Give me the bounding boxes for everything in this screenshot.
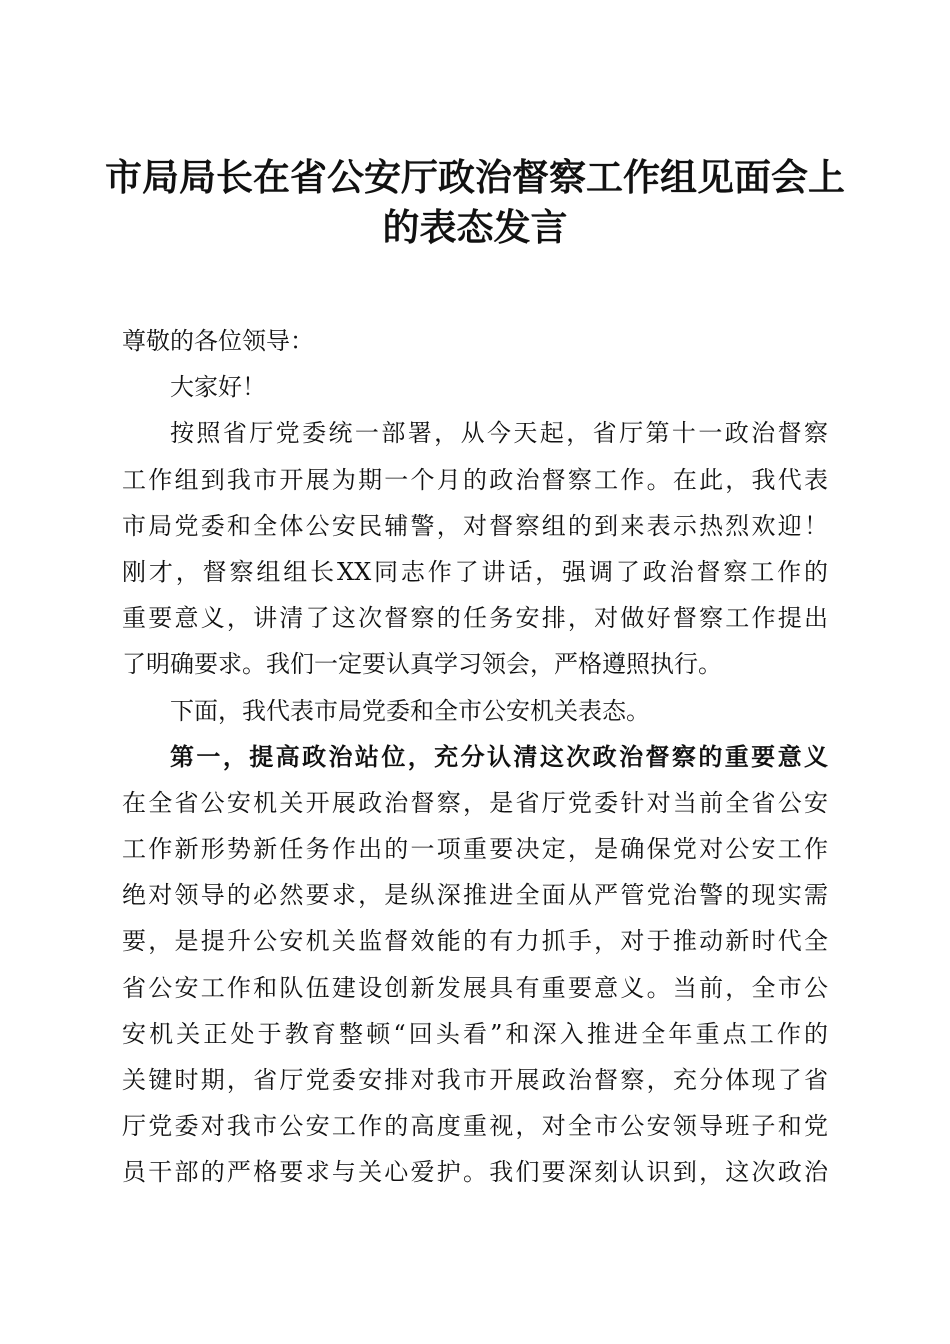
paragraph-line: 工作组到我市开展为期一个月的政治督察工作。在此，我代表 (122, 465, 828, 494)
paragraph-line: 员干部的严格要求与关心爱护。我们要深刻认识到，这次政治 (122, 1158, 828, 1187)
paragraph-line: 按照省厅党委统一部署，从今天起，省厅第十一政治督察 (170, 419, 828, 448)
greeting: 大家好！ (170, 373, 266, 402)
paragraph-line: 在全省公安机关开展政治督察，是省厅党委针对当前全省公安 (122, 788, 828, 817)
paragraph-line: 要，是提升公安机关监督效能的有力抓手，对于推动新时代全 (122, 927, 828, 956)
paragraph-line: 了明确要求。我们一定要认真学习领会，严格遵照执行。 (122, 650, 722, 679)
paragraph-line: 关键时期，省厅党委安排对我市开展政治督察，充分体现了省 (122, 1066, 828, 1094)
title-line: 市局局长在省公安厅政治督察工作组见面会上 (105, 155, 845, 199)
document-body (122, 318, 828, 1196)
title-line: 的表态发言 (382, 205, 568, 249)
paragraph-line: 下面，我代表市局党委和全市公安机关表态。 (170, 696, 650, 725)
paragraph-line: 厅党委对我市公安工作的高度重视，对全市公安领导班子和党 (122, 1112, 828, 1141)
paragraph-line: 重要意义，讲清了这次督察的任务安排，对做好督察工作提出 (122, 604, 828, 633)
paragraph-line: 省公安工作和队伍建设创新发展具有重要意义。当前，全市公 (122, 973, 828, 1002)
document-title (100, 152, 850, 252)
paragraph-line: 安机关正处于教育整顿“回头看”和深入推进全年重点工作的 (122, 1019, 828, 1048)
paragraph-line: 工作新形势新任务作出的一项重要决定，是确保党对公安工作 (122, 835, 828, 864)
paragraph-line: 市局党委和全体公安民辅警，对督察组的到来表示热烈欢迎！ (122, 511, 828, 540)
section-heading: 第一，提高政治站位，充分认清这次政治督察的重要意义 (170, 742, 828, 771)
paragraph-line: 绝对领导的必然要求，是纵深推进全面从严管党治警的现实需 (122, 881, 828, 910)
salutation: 尊敬的各位领导： (122, 327, 314, 355)
paragraph-line: 刚才，督察组组长XX同志作了讲话，强调了政治督察工作的 (122, 557, 828, 586)
